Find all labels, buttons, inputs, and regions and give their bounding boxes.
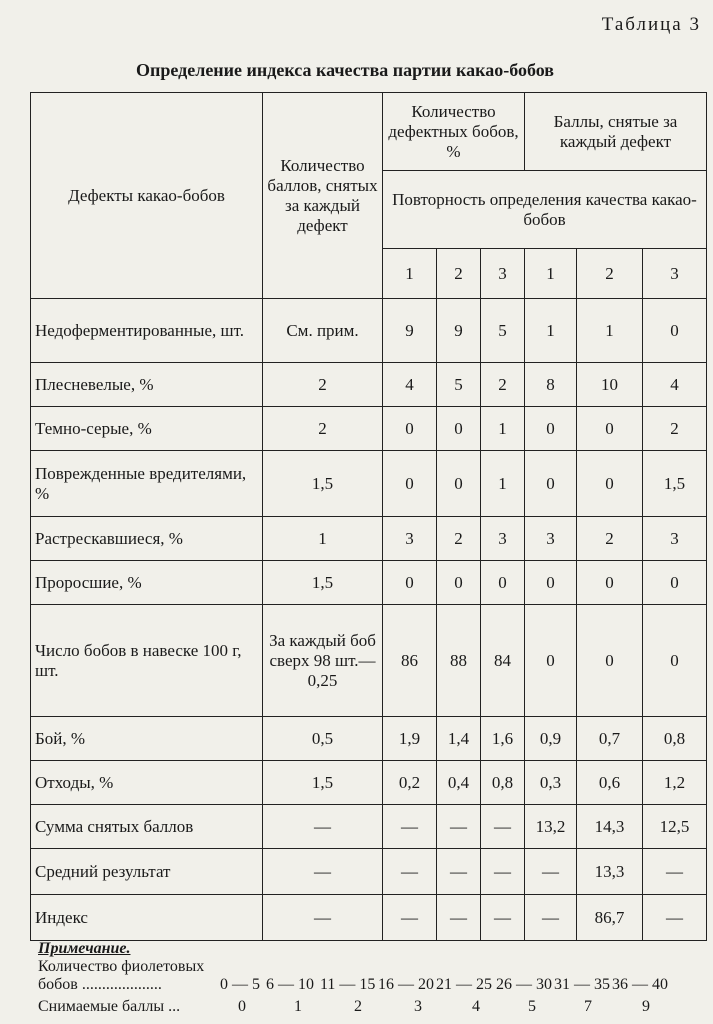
note-range: 6 — 10 [266,976,314,993]
row-value: 3 [643,517,707,561]
row-value: 1 [481,407,525,451]
row-points: 1,5 [263,761,383,805]
row-value: 5 [437,363,481,407]
row-value: 8 [525,363,577,407]
row-value: 0 [643,605,707,717]
row-points: За каждый боб сверх 98 шт.— 0,25 [263,605,383,717]
row-value: 1 [525,299,577,363]
table-row [31,451,707,517]
note-point: 4 [472,998,480,1015]
table-row [31,517,707,561]
row-points: 1,5 [263,451,383,517]
row-value: 3 [383,517,437,561]
row-value: 2 [481,363,525,407]
row-value: 0 [577,561,643,605]
row-value: 0 [525,451,577,517]
row-value: 13,2 [525,805,577,849]
note-point: 0 [238,998,246,1015]
row-value: 2 [577,517,643,561]
table-number: Таблица 3 [601,14,701,35]
header-count-pct: Количество дефектных бобов, % [383,93,525,171]
row-value: — [383,895,437,941]
row-value: 5 [481,299,525,363]
row-points: — [263,805,383,849]
row-value: 0 [383,451,437,517]
row-value: 4 [643,363,707,407]
table-row [31,805,707,849]
table-row [31,407,707,451]
row-points: — [263,895,383,941]
row-value: 0 [481,561,525,605]
row-value: 88 [437,605,481,717]
note-range: 26 — 30 [496,976,552,993]
table-row [31,363,707,407]
row-value: 1,4 [437,717,481,761]
row-value: 0 [437,561,481,605]
repeat-number: 3 [643,249,707,299]
row-value: — [481,895,525,941]
row-value: 0,2 [383,761,437,805]
row-value: 13,3 [577,849,643,895]
row-label: Число бобов в навеске 100 г, шт. [31,605,263,717]
row-value: 84 [481,605,525,717]
note-range: 0 — 5 [220,976,260,993]
table-row [31,561,707,605]
row-value: 0,8 [481,761,525,805]
repeat-number: 1 [525,249,577,299]
row-points: См. прим. [263,299,383,363]
row-value: 1,2 [643,761,707,805]
row-value: 9 [383,299,437,363]
row-value: 1 [481,451,525,517]
note-points-row [38,998,708,1020]
row-value: 1,6 [481,717,525,761]
row-points: 2 [263,363,383,407]
note-point: 5 [528,998,536,1015]
row-value: 0 [525,561,577,605]
row-label: Отходы, % [31,761,263,805]
row-value: 10 [577,363,643,407]
header-points-removed: Баллы, снятые за каждый дефект [525,93,707,171]
row-value: 0 [383,561,437,605]
table-title: Определение индекса качества партии какао-бобов [135,60,555,80]
table-row [31,605,707,717]
row-value: 9 [437,299,481,363]
row-value: 1,5 [643,451,707,517]
note-block [38,940,708,1020]
row-value: 0,6 [577,761,643,805]
row-value: 4 [383,363,437,407]
quality-index-table [30,92,707,941]
row-label: Поврежденные вредителями, % [31,451,263,517]
row-value: — [481,805,525,849]
row-value: 0 [577,451,643,517]
row-value: 0,9 [525,717,577,761]
row-value: 0 [383,407,437,451]
row-label: Недоферментированные, шт. [31,299,263,363]
repeat-number: 2 [437,249,481,299]
row-value: 0,4 [437,761,481,805]
row-value: — [437,849,481,895]
row-value: — [643,849,707,895]
note-range: 16 — 20 [378,976,434,993]
row-value: 1 [577,299,643,363]
note-point: 2 [354,998,362,1015]
row-value: 0 [525,407,577,451]
row-value: 0,3 [525,761,577,805]
note-point: 3 [414,998,422,1015]
note-title: Примечание. [38,940,131,957]
row-points: 1 [263,517,383,561]
row-label: Проросшие, % [31,561,263,605]
row-value: 3 [525,517,577,561]
row-value: — [481,849,525,895]
header-points: Количество баллов, снятых за каждый дефект [263,93,383,299]
table-row [31,761,707,805]
row-value: 2 [643,407,707,451]
row-points: — [263,849,383,895]
row-label: Плесневелые, % [31,363,263,407]
row-value: — [437,805,481,849]
row-label: Средний результат [31,849,263,895]
table-row [31,717,707,761]
header-repeatability: Повторность определения качества какао-бобов [383,171,707,249]
row-value: 0,8 [643,717,707,761]
row-value: — [383,849,437,895]
note-range: 21 — 25 [436,976,492,993]
row-label: Бой, % [31,717,263,761]
note-beans-label: бобов .................... [38,976,162,993]
row-value: 0 [643,299,707,363]
note-point: 7 [584,998,592,1015]
row-value: 0 [525,605,577,717]
note-point: 1 [294,998,302,1015]
row-points: 0,5 [263,717,383,761]
table-row [31,299,707,363]
row-value: 3 [481,517,525,561]
note-range: 11 — 15 [320,976,376,993]
repeat-number: 2 [577,249,643,299]
header-defects: Дефекты какао-бобов [31,93,263,299]
row-value: 0,7 [577,717,643,761]
note-point: 9 [642,998,650,1015]
row-label: Растрескавшиеся, % [31,517,263,561]
row-value: — [383,805,437,849]
repeat-number: 3 [481,249,525,299]
row-label: Сумма снятых баллов [31,805,263,849]
repeat-number: 1 [383,249,437,299]
row-value: 86 [383,605,437,717]
note-line-1: Количество фиолетовых [38,958,205,975]
row-value: — [437,895,481,941]
row-label: Индекс [31,895,263,941]
row-value: 0 [577,605,643,717]
row-value: — [525,849,577,895]
row-value: 0 [577,407,643,451]
note-range: 31 — 35 [554,976,610,993]
row-value: 2 [437,517,481,561]
note-ranges-row [38,976,708,998]
row-label: Темно-серые, % [31,407,263,451]
table-row [31,849,707,895]
row-value: 0 [437,451,481,517]
row-value: 12,5 [643,805,707,849]
table-row [31,895,707,941]
row-points: 2 [263,407,383,451]
row-value: — [525,895,577,941]
row-points: 1,5 [263,561,383,605]
row-value: 1,9 [383,717,437,761]
row-value: 86,7 [577,895,643,941]
row-value: 0 [437,407,481,451]
row-value: — [643,895,707,941]
row-value: 0 [643,561,707,605]
note-points-label: Снимаемые баллы ... [38,998,181,1015]
row-value: 14,3 [577,805,643,849]
note-range: 36 — 40 [612,976,668,993]
